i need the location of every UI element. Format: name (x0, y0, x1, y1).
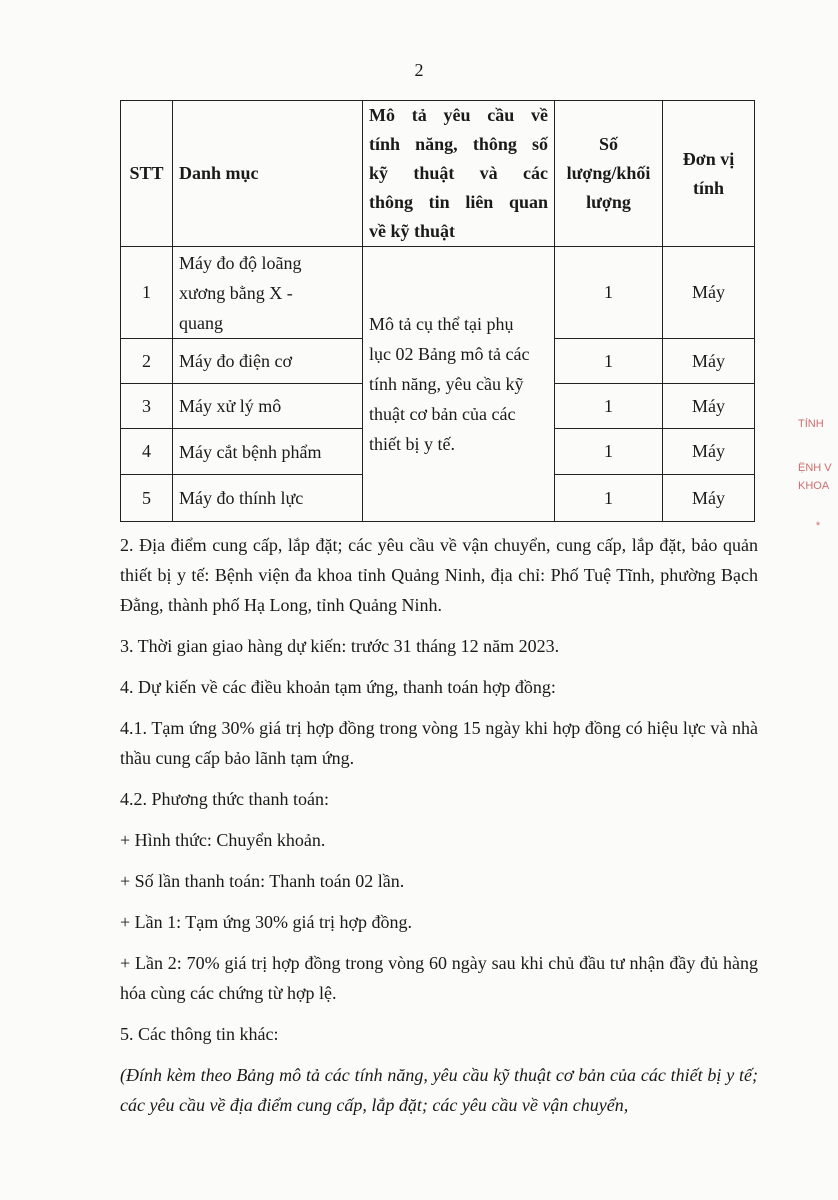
table-header-row (121, 101, 755, 247)
row-name: Máy đo thính lực (173, 475, 363, 522)
row-unit: Máy (663, 247, 755, 339)
paragraph-advance-payment: 4.1. Tạm ứng 30% giá trị hợp đồng trong vòng 15 ngày khi hợp đồng có hiệu lực và nhà thầu cung cấp bảo lãnh tạm ứng. (120, 718, 758, 768)
bullet-first-payment: + Lần 1: Tạm ứng 30% giá trị hợp đồng. (120, 912, 413, 932)
bullet-count: + Số lần thanh toán: Thanh toán 02 lần. (120, 871, 405, 891)
row-quantity: 1 (555, 429, 663, 475)
row-name: Máy xử lý mô (173, 384, 363, 429)
page-number: 2 (414, 60, 424, 80)
bullet-second-payment: + Lần 2: 70% giá trị hợp đồng trong vòng 60 ngày sau khi chủ đầu tư nhận đầy đủ hàng hóa cùng các chứng từ hợp lệ. (120, 953, 758, 1003)
row-stt: 3 (121, 384, 173, 429)
row-name: Máy cắt bệnh phẩm (173, 429, 363, 475)
equipment-table (120, 100, 755, 522)
body-text (120, 530, 758, 1131)
header-unit: Đơn vị tính (663, 101, 755, 247)
row-unit: Máy (663, 384, 755, 429)
stamp-fragment: ỆNH V (798, 462, 832, 474)
row-quantity: 1 (555, 475, 663, 522)
row-name: Máy đo điện cơ (173, 339, 363, 384)
stamp-fragment: TỈNH (798, 418, 824, 430)
row-stt: 4 (121, 429, 173, 475)
bullet-form: + Hình thức: Chuyển khoản. (120, 830, 326, 850)
row-description: Mô tả cụ thể tại phụ lục 02 Bảng mô tả các tính năng, yêu cầu kỹ thuật cơ bản của các thiết bị y tế. (363, 247, 555, 522)
paragraph-delivery-location: 2. Địa điểm cung cấp, lắp đặt; các yêu cầu về vận chuyển, cung cấp, lắp đặt, bảo quản thiết bị y tế: Bệnh viện đa khoa tỉnh Quảng Ninh, địa chỉ: Phố Tuệ Tĩnh, phường Bạch Đằng, thành phố Hạ Long, tỉnh Quảng Ninh. (120, 535, 758, 615)
row-unit: Máy (663, 429, 755, 475)
row-name: Máy đo độ loãng xương bằng X - quang (173, 247, 363, 339)
row-stt: 5 (121, 475, 173, 522)
row-quantity: 1 (555, 339, 663, 384)
row-stt: 2 (121, 339, 173, 384)
row-unit: Máy (663, 339, 755, 384)
row-unit: Máy (663, 475, 755, 522)
row-stt: 1 (121, 247, 173, 339)
header-quantity: Số lượng/khối lượng (555, 101, 663, 247)
paragraph-attachment-note: (Đính kèm theo Bảng mô tả các tính năng, yêu cầu kỹ thuật cơ bản của các thiết bị y tế; các yêu cầu về địa điểm cung cấp, lắp đặt; các yêu cầu về vận chuyển, (120, 1065, 758, 1115)
row-quantity: 1 (555, 384, 663, 429)
stamp-fragment: * (815, 520, 821, 532)
paragraph-delivery-time: 3. Thời gian giao hàng dự kiến: trước 31 tháng 12 năm 2023. (120, 636, 560, 656)
header-name: Danh mục (173, 101, 363, 247)
row-quantity: 1 (555, 247, 663, 339)
table-row (121, 247, 755, 339)
header-description: Mô tả yêu cầu về tính năng, thông số kỹ thuật và các thông tin liên quan về kỹ thuật (363, 101, 555, 247)
paragraph-payment-method: 4.2. Phương thức thanh toán: (120, 789, 330, 809)
paragraph-other-info: 5. Các thông tin khác: (120, 1024, 279, 1044)
paragraph-payment-terms: 4. Dự kiến về các điều khoản tạm ứng, thanh toán hợp đồng: (120, 677, 556, 697)
stamp-fragment: KHOA (798, 480, 830, 492)
header-stt: STT (121, 101, 173, 247)
